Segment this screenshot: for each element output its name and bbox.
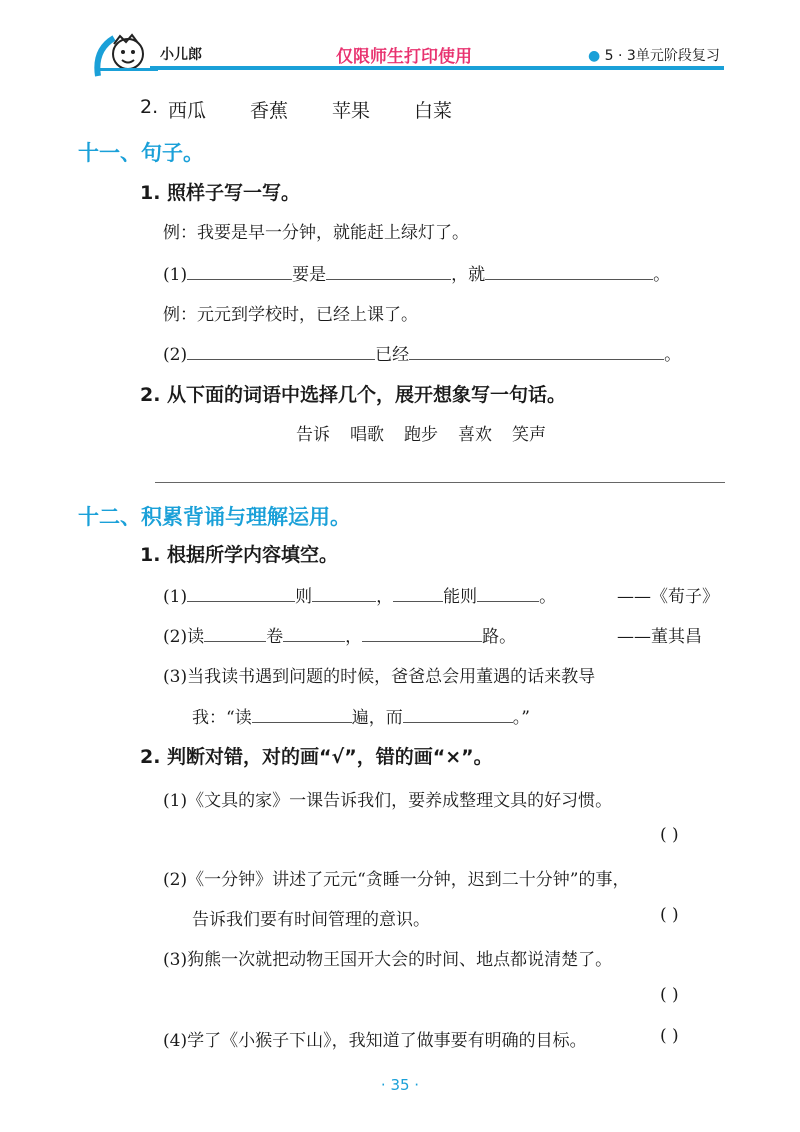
s11-fill-1: (1) 要是 ，就 。 — [163, 265, 671, 285]
answer-blank[interactable] — [485, 265, 653, 280]
s11-question-2: 2. 从下面的词语中选择几个，展开想象写一句话。 — [140, 384, 567, 406]
s12-fill-1: (1) 则 ， 能则 。 — [163, 587, 557, 607]
judge-answer-box-4[interactable]: ( ) — [660, 1026, 679, 1046]
header-watermark-text: 仅限师生打印使用 — [336, 47, 472, 67]
word-bank-item: 唱歌 — [350, 425, 384, 445]
s12-fill-3-line1: (3)当我读书遇到问题的时候，爸爸总会用董遇的话来教导 — [163, 667, 596, 687]
header-rule-left — [98, 68, 158, 71]
section-12-title: 十二、积累背诵与理解运用。 — [78, 505, 351, 529]
s11-question-1: 1. 照样子写一写。 — [140, 182, 301, 204]
judge-item-1: (1)《文具的家》一课告诉我们，要养成整理文具的好习惯。 — [163, 791, 613, 811]
s11-word-bank — [296, 420, 546, 445]
answer-blank[interactable] — [362, 627, 482, 642]
judge-item-2-line2: 告诉我们要有时间管理的意识。 — [192, 910, 430, 930]
section-11-title: 十一、句子。 — [78, 141, 204, 165]
page-number: · 35 · — [380, 1076, 420, 1094]
judge-answer-box-1[interactable]: ( ) — [660, 825, 679, 845]
judge-answer-box-2[interactable]: ( ) — [660, 905, 679, 925]
answer-blank[interactable] — [187, 345, 375, 360]
word-4: 白菜 — [414, 100, 453, 122]
answer-blank[interactable] — [312, 587, 376, 602]
judge-item-2-line1: (2)《一分钟》讲述了元元“贪睡一分钟，迟到二十分钟”的事， — [163, 870, 630, 890]
word-1: 西瓜 — [168, 100, 207, 122]
answer-blank[interactable] — [393, 587, 443, 602]
answer-blank[interactable] — [252, 708, 352, 723]
answer-blank[interactable] — [326, 265, 451, 280]
header-unit-label: ● 5 · 3单元阶段复习 — [588, 48, 720, 64]
s12-fill-3-line2: 我：“读 遍，而 。” — [192, 708, 530, 728]
s12-source-1: ——《荀子》 — [617, 587, 719, 607]
word-bank-item: 跑步 — [404, 425, 438, 445]
s12-fill-2: (2)读 卷 ， 路。 — [163, 627, 517, 647]
answer-blank[interactable] — [204, 627, 266, 642]
s11-example-2: 例：元元到学校时，已经上课了。 — [163, 305, 418, 325]
answer-line[interactable] — [155, 482, 725, 483]
answer-blank[interactable] — [187, 587, 295, 602]
judge-answer-box-3[interactable]: ( ) — [660, 985, 679, 1005]
answer-blank[interactable] — [477, 587, 539, 602]
answer-blank[interactable] — [283, 627, 345, 642]
judge-item-3: (3)狗熊一次就把动物王国开大会的时间、地点都说清楚了。 — [163, 950, 613, 970]
s11-fill-2: (2) 已经 。 — [163, 345, 682, 365]
header-brand: 小儿郎 — [160, 47, 202, 63]
word-bank-item: 笑声 — [512, 425, 546, 445]
word-3: 苹果 — [332, 100, 371, 122]
answer-blank[interactable] — [403, 708, 513, 723]
answer-blank[interactable] — [187, 265, 292, 280]
answer-blank[interactable] — [409, 345, 664, 360]
word-bank-item: 告诉 — [296, 425, 330, 445]
prev-question-words — [168, 96, 472, 123]
word-2: 香蕉 — [250, 100, 289, 122]
s12-question-1: 1. 根据所学内容填空。 — [140, 544, 339, 566]
s12-question-2: 2. 判断对错，对的画“√”，错的画“×”。 — [140, 746, 493, 768]
s12-source-2: ——董其昌 — [617, 627, 702, 647]
prev-question-number: 2. — [140, 96, 159, 118]
judge-item-4: (4)学了《小猴子下山》，我知道了做事要有明确的目标。 — [163, 1031, 587, 1051]
word-bank-item: 喜欢 — [458, 425, 492, 445]
s11-example-1: 例：我要是早一分钟，就能赶上绿灯了。 — [163, 223, 469, 243]
